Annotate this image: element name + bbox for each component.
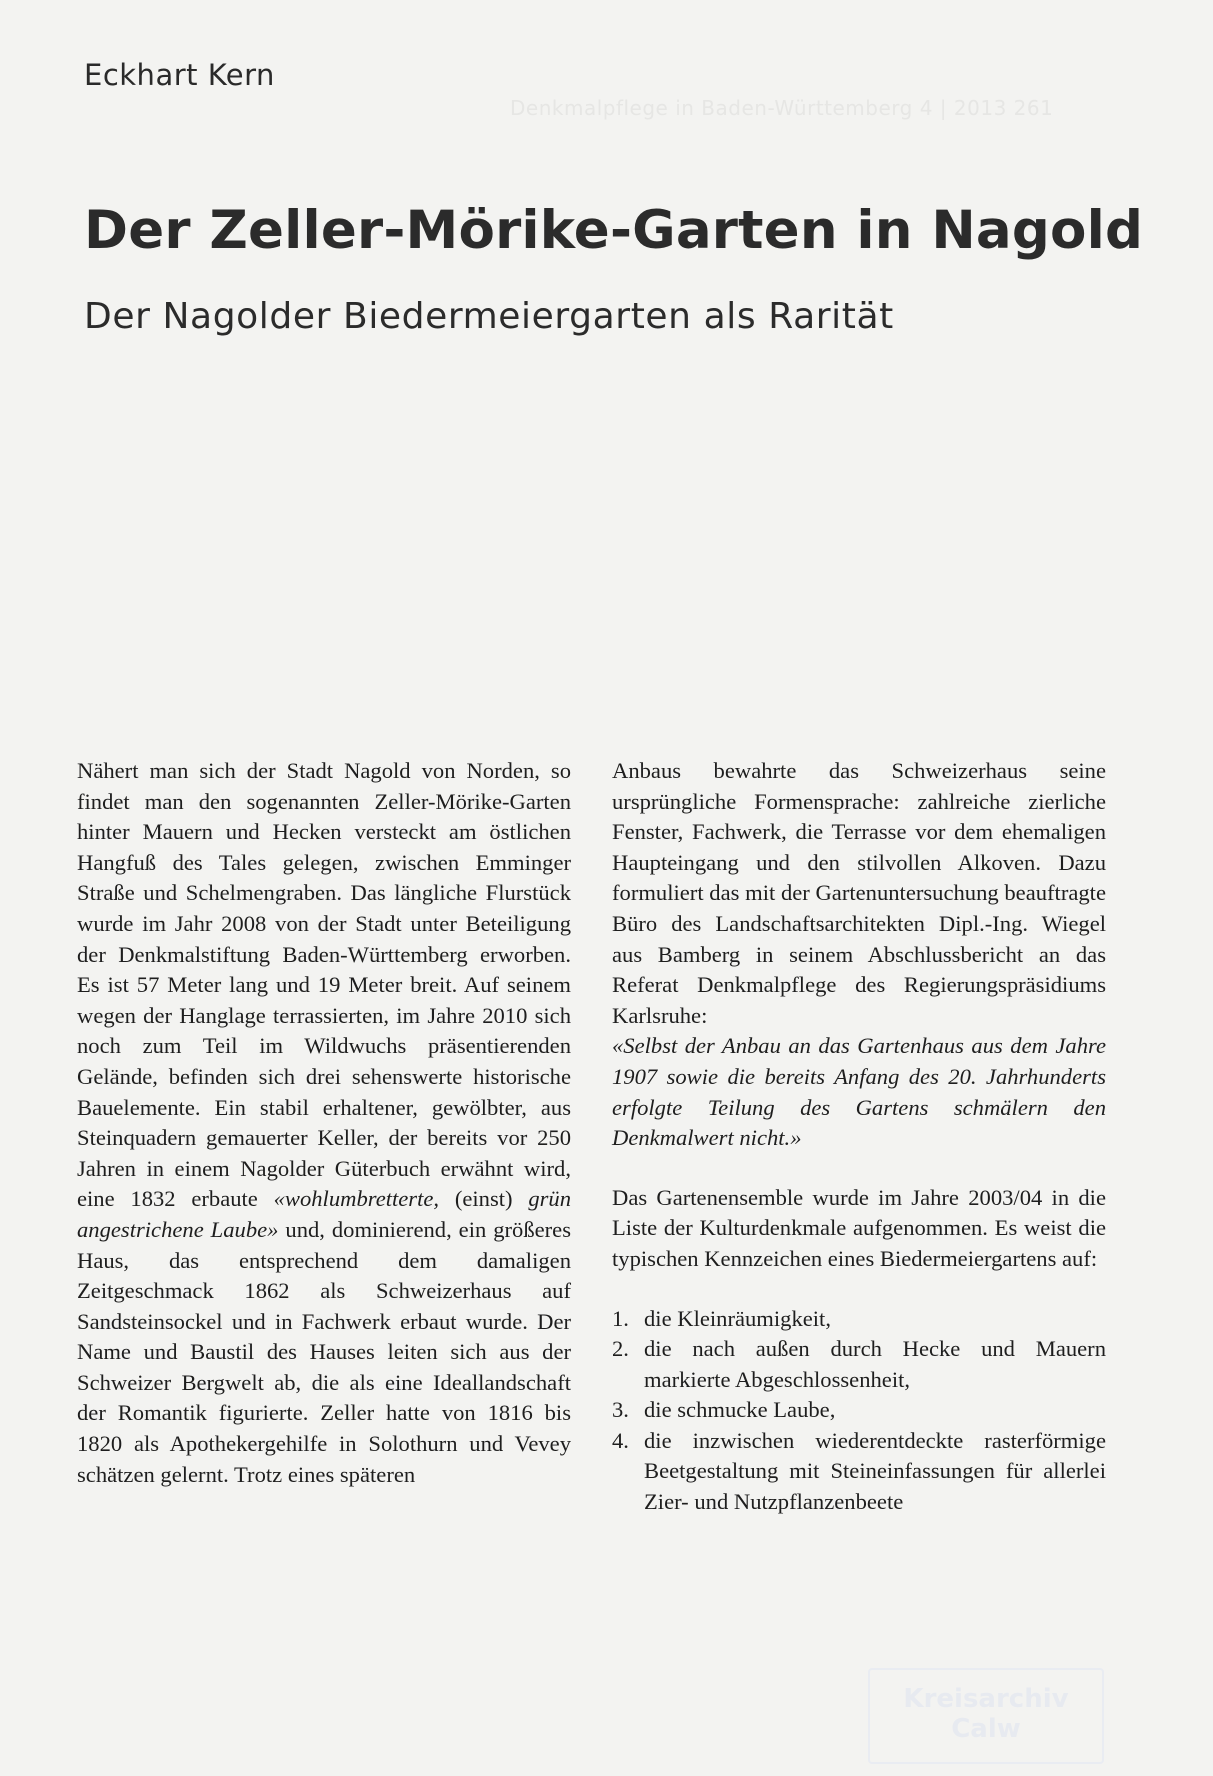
list-item xyxy=(612,1304,1106,1335)
list-text: die schmucke Laube, xyxy=(644,1397,836,1423)
ensemble-paragraph: Das Gartenensemble wurde im Jahre 2003/04 in die Liste der Kulturdenkmale aufgenommen. Es weist die typischen Kennzeichen eines Biedermeiergartens auf: xyxy=(612,1184,1106,1271)
list-number: 3. xyxy=(612,1397,629,1423)
list-text: die Kleinräumigkeit, xyxy=(644,1305,831,1331)
list-number: 4. xyxy=(612,1427,629,1453)
list-number: 1. xyxy=(612,1305,629,1331)
list-number: 2. xyxy=(612,1336,629,1362)
author-name: Eckhart Kern xyxy=(84,58,275,92)
quote-text: «Selbst der Anbau an das Gartenhaus aus dem Jahre 1907 sowie die bereits Anfang des 20. Jahrhunderts erfolgte Teilung des Gartens schmälern den Denkmalwert nicht.» xyxy=(612,1033,1106,1151)
features-list xyxy=(612,1304,1106,1518)
article-title: Der Zeller-Mörike-Garten in Nagold xyxy=(84,200,1144,261)
text-segment: und, dominierend, ein größeres Haus, das entsprechend dem damaligen Zeitgeschmack 1862 als Schweizerhaus auf Sandsteinsockel und in Fachwerk erbaut wurde. Der Name und Baustil des Hauses leiten sich aus der Schweizer Bergwelt ab, die als eine Ideallandschaft der Romantik figurierte. Zeller hatte von 1816 bis 1820 als Apothekergehilfe in Solothurn und Vevey schätzen gelernt. Trotz eines späteren xyxy=(77,1216,571,1487)
italic-quote: «wohlumbretterte, xyxy=(273,1186,440,1212)
list-item xyxy=(612,1334,1106,1395)
list-text: die nach außen durch Hecke und Mauern markierte Abgeschlossenheit, xyxy=(644,1336,1106,1392)
italic-quote: grün angestrichene Laube» xyxy=(77,1186,571,1242)
text-segment: Nähert man sich der Stadt Nagold von Norden, so findet man den sogenannten Zeller-Mörike-Garten hinter Mauern und Hecken versteckt am östlichen Hangfuß des Tales gelegen, zwischen Emminger Straße und Schelmengraben. Das längliche Flurstück wurde im Jahr 2008 von der Stadt unter Beteiligung der Denkmalstiftung Baden-Württemberg erworben. Es ist 57 Meter lang und 19 Meter breit. Auf seinem wegen der Hanglage terrassierten, im Jahre 2010 sich noch zum Teil im Wildwuchs präsentierenden Gelände, befinden sich drei sehenswerte historische Bauelemente. Ein stabil erhaltener, gewölbter, aus Steinquadern gemauerter Keller, der bereits vor 250 Jahren in einem Nagolder Güterbuch erwähnt wird, eine 1832 erbaute xyxy=(77,758,571,1212)
archive-stamp xyxy=(868,1668,1104,1764)
block-quote xyxy=(612,1031,1106,1153)
stamp-line: Kreisarchiv xyxy=(903,1684,1069,1714)
right-column xyxy=(612,756,1106,1518)
intro-paragraph xyxy=(77,756,571,1490)
left-column xyxy=(77,756,571,1490)
stamp-line: Calw xyxy=(951,1714,1021,1744)
list-item xyxy=(612,1395,1106,1426)
continuation-paragraph: Anbaus bewahrte das Schweizerhaus seine ursprüngliche Formensprache: zahlreiche zierliche Fenster, Fachwerk, die Terrasse vor dem ehemaligen Haupteingang und den stilvollen Alkoven. Dazu formuliert das mit der Gartenuntersuchung beauftragte Büro des Landschaftsarchitekten Dipl.-Ing. Wiegel aus Bamberg in seinem Abschlussbericht an das Referat Denkmalpflege des Regierungspräsidiums Karlsruhe: xyxy=(612,758,1106,1028)
list-item xyxy=(612,1426,1106,1518)
bleed-through-header: Denkmalpflege in Baden-Württemberg 4 | 2013 261 xyxy=(510,96,1054,120)
list-text: die inzwischen wiederentdeckte rasterförmige Beetgestaltung mit Steineinfassungen für allerlei Zier- und Nutzpflanzenbeete xyxy=(644,1427,1106,1515)
article-subtitle: Der Nagolder Biedermeiergarten als Rarität xyxy=(84,296,894,337)
text-segment: (einst) xyxy=(439,1186,529,1212)
